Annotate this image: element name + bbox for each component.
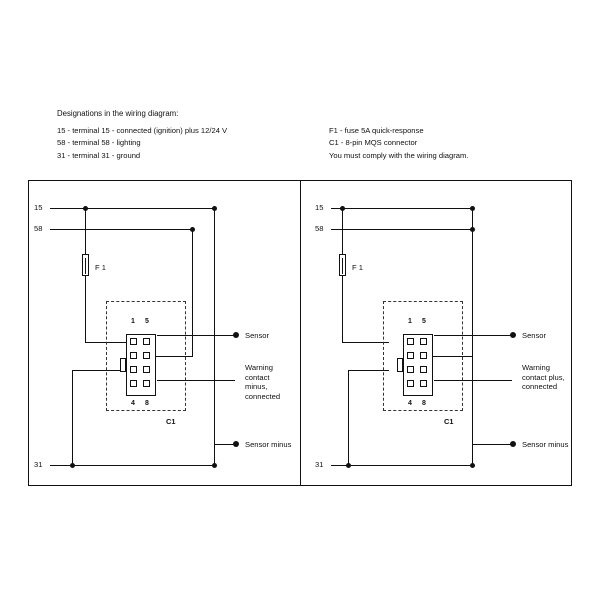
left-bus-15 [50,208,215,209]
left-pin-2 [130,352,137,359]
left-sensor-wire [157,335,235,336]
legend-title: Designations in the wiring diagram: [57,109,179,118]
left-fuse-wire-top [85,208,86,254]
right-pin-num-8: 8 [422,400,426,407]
right-bus-58 [331,229,473,230]
right-sensor-wire [434,335,512,336]
left-fuse-label: F 1 [95,263,106,272]
left-sensor-terminal-dot [233,332,239,338]
left-pin-3 [130,366,137,373]
right-warning-label: Warning contact plus, connected [522,363,565,391]
left-31-riser [72,370,73,465]
right-pin-2 [407,352,414,359]
right-31-riser [348,370,349,465]
right-pin-7 [420,366,427,373]
left-connector-name: C1 [166,417,176,426]
right-connector-latch [397,358,403,372]
left-fuse-element [85,258,86,274]
left-warning-label: Warning contact minus, connected [245,363,281,401]
right-pin-3 [407,366,414,373]
left-bus-58 [50,229,193,230]
left-fuse-wire-bottom [85,276,86,342]
right-fuse-element [342,258,343,274]
left-pin-num-4: 4 [131,400,135,407]
left-pin-6 [143,352,150,359]
legend [57,108,547,162]
legend-line-notice: You must comply with the wiring diagram. [329,150,469,160]
right-terminal-58-label: 58 [315,224,324,233]
right-sensor-minus-wire [472,444,512,445]
right-sensor-label: Sensor [522,331,547,340]
right-fuse-wire-bottom [342,276,343,342]
right-pin-8 [420,380,427,387]
right-sensor-terminal-dot [510,332,516,338]
right-pin-5 [420,338,427,345]
left-pin-4 [130,380,137,387]
right-pin-1 [407,338,414,345]
right-pin-6 [420,352,427,359]
right-sensor-minus-label: Sensor minus [522,440,569,449]
left-sensor-minus-label: Sensor minus [245,440,292,449]
right-terminal-31-label: 31 [315,460,324,469]
right-pin-num-4: 4 [408,400,412,407]
left-terminal-15-label: 15 [34,203,43,212]
left-pin-num-8: 8 [145,400,149,407]
left-terminal-31-label: 31 [34,460,43,469]
right-pin-num-1: 1 [408,318,412,325]
legend-line-58: 58 - terminal 58 - lighting [57,138,141,148]
right-bus-31 [331,465,473,466]
left-pin-8 [143,380,150,387]
left-pin-num-5: 5 [145,318,149,325]
right-pin-num-5: 5 [422,318,426,325]
right-sensor-minus-terminal-dot [510,441,516,447]
right-connector-name: C1 [444,417,454,426]
right-warning-wire [434,380,512,381]
legend-line-f1: F1 - fuse 5A quick-response [329,125,424,135]
left-pin-1 [130,338,137,345]
left-58-drop [192,229,193,356]
left-terminal-58-label: 58 [34,224,43,233]
legend-columns [57,125,547,163]
left-sensor-minus-terminal-dot [233,441,239,447]
left-fuse-body [82,254,89,276]
right-fuse-wire-top [342,208,343,254]
right-terminal-15-label: 15 [315,203,324,212]
diagram-divider [300,180,301,486]
left-connector-latch [120,358,126,372]
right-fuse-label: F 1 [352,263,363,272]
right-fuse-to-pin1 [342,342,389,343]
legend-line-15: 15 - terminal 15 - connected (ignition) plus 12/24 V [57,125,228,135]
left-warning-wire [157,380,235,381]
left-sensor-minus-wire [214,444,235,445]
left-sensor-label: Sensor [245,331,270,340]
left-pin-num-1: 1 [131,318,135,325]
right-pin-4 [407,380,414,387]
legend-line-c1: C1 - 8-pin MQS connector [329,138,418,148]
right-right-rail [472,208,473,465]
legend-line-31: 31 - terminal 31 - ground [57,150,141,160]
left-right-rail [214,208,215,465]
legend-left-column [57,125,329,163]
legend-right-column [329,125,547,163]
left-pin-5 [143,338,150,345]
right-bus-15 [331,208,473,209]
left-pin-7 [143,366,150,373]
right-fuse-body [339,254,346,276]
